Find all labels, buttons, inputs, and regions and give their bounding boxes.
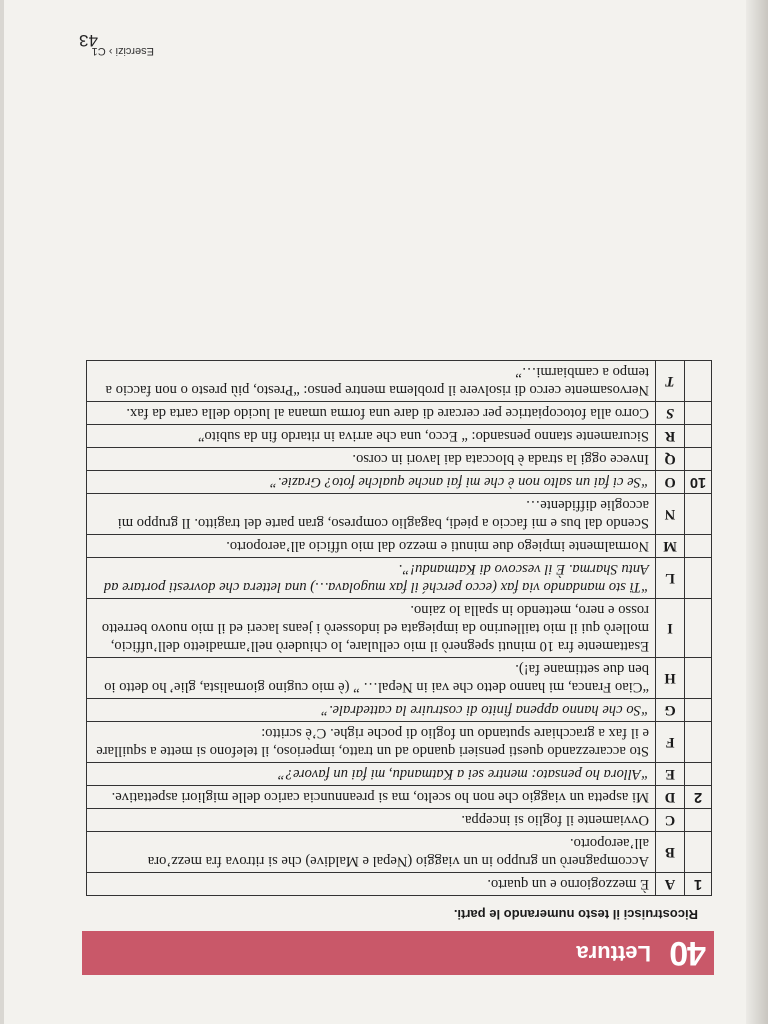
row-number-cell bbox=[685, 722, 712, 763]
row-letter-cell: M bbox=[656, 535, 685, 558]
table-row bbox=[87, 763, 712, 786]
table-row bbox=[87, 535, 712, 558]
row-number-cell: 1 bbox=[685, 873, 712, 896]
reading-table bbox=[86, 360, 712, 896]
row-text-cell: Nervosamente cerco di risolvere il problema mentre penso: “Presto, più presto o non faccio a tempo a cambiarmi…” bbox=[87, 361, 656, 402]
table-row bbox=[87, 402, 712, 425]
table-row bbox=[87, 809, 712, 832]
row-number-cell bbox=[685, 425, 712, 448]
table-row bbox=[87, 448, 712, 471]
row-number-cell bbox=[685, 361, 712, 402]
row-text-cell: Sto accarezzando questi pensieri quando ad un tratto, imperioso, il telefono si mette a squillare e il fax a gracchiare sputando un foglio di poche righe. C’è scritto: bbox=[87, 722, 656, 763]
row-letter-cell: Q bbox=[656, 448, 685, 471]
row-text-cell: Normalmente impiego due minuti e mezzo dal mio ufficio all’aeroporto. bbox=[87, 535, 656, 558]
row-text-cell: Accompagnerò un gruppo in un viaggio (Nepal e Maldive) che si ritrova fra mezz’ora all’aeroporto. bbox=[87, 832, 656, 873]
row-text-cell: Ovviamente il foglio si inceppa. bbox=[87, 809, 656, 832]
table-row bbox=[87, 558, 712, 599]
row-number-cell bbox=[685, 448, 712, 471]
exercise-number: 40 bbox=[670, 934, 706, 972]
row-letter-cell: D bbox=[656, 786, 685, 809]
row-text-cell: “Ciao Franca, mi hanno detto che vai in Nepal… ” (è mio cugino giornalista, glie’ ho detto io ben due settimane fa!). bbox=[87, 658, 656, 699]
row-text-cell: Esattamente fra 10 minuti spegnerò il mio cellulare, lo chiuderò nell’armadietto dell’ufficio, mollerò qui il mio tailleurino da impiegata ed indosserò i jeans laceri ed il mio nuovo berretto rosso e nero, mettendo in spalla lo zaino. bbox=[87, 599, 656, 658]
page-spine-shadow bbox=[746, 0, 768, 1024]
row-number-cell bbox=[685, 658, 712, 699]
row-letter-cell: B bbox=[656, 832, 685, 873]
table-row bbox=[87, 786, 712, 809]
row-letter-cell: H bbox=[656, 658, 685, 699]
page-number: 43 bbox=[79, 31, 98, 50]
row-number-cell bbox=[685, 809, 712, 832]
row-letter-cell: L bbox=[656, 558, 685, 599]
exercise-instruction: Ricostruisci il testo numerando le parti. bbox=[453, 907, 698, 922]
row-text-cell: Mi aspetta un viaggio che non ho scelto, ma si preannuncia carico delle migliori aspettative. bbox=[87, 786, 656, 809]
row-number-cell bbox=[685, 763, 712, 786]
row-letter-cell: G bbox=[656, 699, 685, 722]
row-text-cell: “Se ci fai un salto non è che mi fai anche qualche foto? Grazie.” bbox=[87, 471, 656, 494]
row-letter-cell: F bbox=[656, 722, 685, 763]
row-letter-cell: I bbox=[656, 599, 685, 658]
row-number-cell: 2 bbox=[685, 786, 712, 809]
row-letter-cell: T bbox=[656, 361, 685, 402]
row-number-cell bbox=[685, 832, 712, 873]
row-text-cell: Sicuramente stanno pensando: “ Ecco, una che arriva in ritardo fin da subito” bbox=[87, 425, 656, 448]
row-number-cell bbox=[685, 699, 712, 722]
table-row bbox=[87, 361, 712, 402]
row-letter-cell: E bbox=[656, 763, 685, 786]
row-number-cell: 10 bbox=[685, 471, 712, 494]
table-row bbox=[87, 471, 712, 494]
table-row bbox=[87, 425, 712, 448]
row-number-cell bbox=[685, 494, 712, 535]
row-text-cell: È mezzogiorno e un quarto. bbox=[87, 873, 656, 896]
row-letter-cell: C bbox=[656, 809, 685, 832]
row-text-cell: Scendo dal bus e mi faccio a piedi, bagaglio compreso, gran parte del tragitto. Il gruppo mi accoglie diffidente… bbox=[87, 494, 656, 535]
row-text-cell: “Allora ho pensato: mentre sei a Katmandu, mi fai un favore?” bbox=[87, 763, 656, 786]
table-row bbox=[87, 699, 712, 722]
table-row bbox=[87, 832, 712, 873]
table-row bbox=[87, 722, 712, 763]
row-number-cell bbox=[685, 535, 712, 558]
table-row bbox=[87, 599, 712, 658]
row-text-cell: “Ti sto mandando via fax (ecco perché il fax mugolava…) una lettera che dovresti portare ad Antu Sharma. È il vescovo di Katmandu!”. bbox=[87, 558, 656, 599]
row-number-cell bbox=[685, 402, 712, 425]
row-text-cell: Invece oggi la strada è bloccata dai lavori in corso. bbox=[87, 448, 656, 471]
row-letter-cell: R bbox=[656, 425, 685, 448]
row-number-cell bbox=[685, 558, 712, 599]
row-text-cell: Corro alla fotocopiatrice per cercare di dare una forma umana al lucido della carta da fax. bbox=[87, 402, 656, 425]
row-letter-cell: O bbox=[656, 471, 685, 494]
row-letter-cell: S bbox=[656, 402, 685, 425]
exercise-title: Lettura bbox=[576, 941, 651, 966]
table-row bbox=[87, 658, 712, 699]
row-letter-cell: N bbox=[656, 494, 685, 535]
row-text-cell: “So che hanno appena finito di costruire la cattedrale.” bbox=[87, 699, 656, 722]
row-number-cell bbox=[685, 599, 712, 658]
table-row bbox=[87, 494, 712, 535]
table-row bbox=[87, 873, 712, 896]
footer-section-label: Esercizi › C1 bbox=[91, 45, 154, 57]
row-letter-cell: A bbox=[656, 873, 685, 896]
